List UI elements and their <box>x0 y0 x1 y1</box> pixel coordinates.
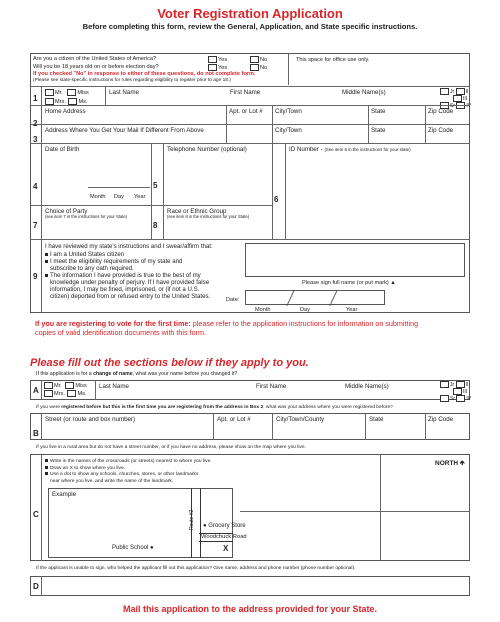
apt-label: Apt. or Lot # <box>229 108 263 115</box>
box-b-intro-post: , what was your address where you were registered before? <box>263 405 393 410</box>
a-last-name-label: Last Name <box>99 383 129 390</box>
last-name-label: Last Name <box>109 89 139 96</box>
box-8-number: 8 <box>153 221 158 230</box>
a-jr-checkbox[interactable] <box>440 381 449 388</box>
miss-checkbox[interactable] <box>67 89 76 96</box>
page-title: Voter Registration Application <box>157 6 343 21</box>
mr-checkbox[interactable] <box>45 89 54 96</box>
no-label: No <box>260 64 268 71</box>
dob-year: Year <box>134 194 146 200</box>
b-zip-label: Zip Code <box>428 416 454 423</box>
box-3-number: 3 <box>33 135 38 144</box>
home-address-label: Home Address <box>45 108 86 115</box>
first-time-rest1: please refer to the application instructions for information on submitting <box>190 319 419 328</box>
box-6-number: 6 <box>274 195 279 204</box>
a-ii-checkbox[interactable] <box>456 381 465 388</box>
oath-b3b: knowledge under penalty of perjury. If I have provided false <box>50 279 210 286</box>
first-name-label: First Name <box>230 89 261 96</box>
jr-label: Jr <box>450 88 455 95</box>
mail-footer: Mail this application to the address provided for your State. <box>122 604 378 614</box>
a-mrs-label: Mrs. <box>54 391 65 397</box>
b-state-label: State <box>369 416 384 423</box>
map-i1: Write in the names of the crossroads (or streets) nearest to where you live. <box>50 459 212 464</box>
citizen-no-checkbox[interactable] <box>250 56 259 63</box>
b-street-label: Street (or route and box number) <box>45 416 136 423</box>
party-note: (see item 7 in the instructions for your State) <box>45 214 128 219</box>
id-number-note: (See item 6 in the instructions for your state) <box>324 147 411 152</box>
map-i3a: Use a dot to show any schools, churches, stores, or other landmarks <box>50 472 199 477</box>
date-year: Year <box>346 307 358 313</box>
date-label: Date: <box>226 297 240 303</box>
oath-b2a: I meet the eligibility requirements of my state and <box>50 258 183 265</box>
box-d[interactable] <box>30 576 470 596</box>
box-2-number: 2 <box>33 119 38 128</box>
box-d-intro: If the applicant is unable to sign, who helped the applicant fill out this application? Give name, address and phone number (phone number optional). <box>36 566 356 571</box>
box-c-intro: If you live in a rural area but do not have a street number, or if you have no address, please show on the map where you live. <box>36 445 306 450</box>
date-field[interactable] <box>245 290 385 305</box>
age18-no-checkbox[interactable] <box>250 64 259 71</box>
box-a <box>30 380 470 400</box>
zip-label: Zip Code <box>428 108 454 115</box>
a-sr-label: Sr <box>450 395 455 402</box>
mail-address-label: Address Where You Get Your Mail If Different From Above <box>45 127 204 134</box>
yes-label: Yes <box>218 64 228 71</box>
a-miss-label: Miss <box>75 383 87 389</box>
oath-b3c: information, I may be fined, imprisoned, or (if not a U.S. <box>50 286 200 293</box>
box-4-number: 4 <box>33 182 38 191</box>
citizen-no[interactable] <box>250 56 267 63</box>
party-label: Choice of Party <box>45 208 88 215</box>
box-d-letter: D <box>33 582 39 591</box>
first-time-notice <box>35 319 480 338</box>
no-label: No <box>260 56 268 63</box>
dob-day: Day <box>114 194 124 200</box>
box-5-number: 5 <box>153 181 158 190</box>
section-heading: Please fill out the sections below if they apply to you. <box>30 357 309 369</box>
middle-name-label: Middle Name(s) <box>342 89 386 96</box>
sr-label: Sr <box>450 102 455 109</box>
phone-label: Telephone Number (optional) <box>167 146 247 153</box>
road-label: Woodchuck Road <box>201 534 247 540</box>
a-mr-label: Mr. <box>54 383 62 389</box>
jr-checkbox[interactable] <box>440 88 449 95</box>
a-mr-checkbox[interactable] <box>44 382 53 389</box>
example-label: Example <box>52 491 77 498</box>
a-iii-checkbox[interactable] <box>453 388 462 395</box>
ii-checkbox[interactable] <box>456 88 465 95</box>
mrs-label: Mrs. <box>55 99 66 105</box>
page-subtitle: Before completing this form, review the General, Application, and State specific instructions. <box>82 22 418 31</box>
map-drawing-area[interactable] <box>240 470 468 560</box>
eligibility-warning: If you checked "No" in response to either of these questions, do not complete form. <box>33 71 256 77</box>
mrs-checkbox[interactable] <box>45 98 54 105</box>
home-x-mark: X <box>223 544 229 553</box>
map-i2: Draw an X to show where you live. <box>50 465 126 471</box>
first-time-rest2: copies of valid identification documents with this form. <box>35 328 206 338</box>
grocery-text: Grocery Store <box>208 523 246 529</box>
signature-box[interactable] <box>245 243 465 277</box>
id-number-text: ID Number - <box>289 146 323 153</box>
dob-label: Date of Birth <box>45 146 80 153</box>
a-first-name-label: First Name <box>256 383 287 390</box>
oath-b3a: The information I have provided is true to the best of my <box>50 272 201 279</box>
a-suffix-checkboxes[interactable] <box>440 381 471 402</box>
race-note: (see item 8 in the instructions for your State) <box>167 214 250 219</box>
a-mrs-checkbox[interactable] <box>44 390 53 397</box>
mail-zip-label: Zip Code <box>428 127 454 134</box>
office-use-label: This space for office use only. <box>296 57 370 63</box>
ii-label: II <box>465 88 469 95</box>
box-b-intro-bold: registered before but this is the first time you are registering from the address in Box 2 <box>61 405 264 410</box>
a-iv-checkbox[interactable] <box>456 395 465 402</box>
eligibility-note: (Please see state-specific instructions for rules regarding eligibility to register prior to age 18.) <box>33 78 231 83</box>
first-time-lead: If you are registering to vote for the first time: <box>35 319 191 328</box>
id-number-label <box>289 146 411 153</box>
a-ms-checkbox[interactable] <box>67 390 76 397</box>
city-label: City/Town <box>275 108 302 115</box>
north-arrow-icon: 🡹 <box>459 460 465 467</box>
oath-b2b: subscribe to any oath required. <box>50 265 134 272</box>
box-a-intro <box>36 372 237 378</box>
route-label: Route #2 <box>189 509 195 530</box>
box-b-intro <box>36 405 393 411</box>
school-label <box>112 545 154 552</box>
a-miss-checkbox[interactable] <box>65 382 74 389</box>
north-label <box>435 459 465 470</box>
school-dot-icon: ● <box>150 545 154 551</box>
a-iii-label: III <box>463 388 468 395</box>
a-sr-checkbox[interactable] <box>440 395 449 402</box>
box-a-titles[interactable] <box>44 382 87 398</box>
date-day: Day <box>300 307 310 313</box>
map-instructions <box>45 459 212 485</box>
box-a-intro-bold: change of name <box>93 371 133 377</box>
a-jr-label: Jr <box>450 381 455 388</box>
box-a-intro-post: , what was your name before you changed it? <box>132 371 238 377</box>
b-city-label: City/Town/County <box>276 416 325 423</box>
citizen-question: Are you a citizen of the United States of America? <box>33 56 157 62</box>
box-a-letter: A <box>33 386 39 395</box>
map-i3b: near where you live, and write the name of the landmark. <box>50 478 174 484</box>
ms-checkbox[interactable] <box>68 98 77 105</box>
oath-b3d: citizen) deported from or refused entry to the United States. <box>50 293 211 300</box>
a-iv-label: IV <box>466 395 472 402</box>
ms-label: Ms. <box>78 99 88 105</box>
mr-label: Mr. <box>55 90 63 96</box>
age18-yes-checkbox[interactable] <box>208 64 217 71</box>
iii-label: III <box>463 95 468 102</box>
citizen-yes-checkbox[interactable] <box>208 56 217 63</box>
north-text: NORTH <box>435 460 459 467</box>
dob-month: Month <box>90 194 106 200</box>
box-b-letter: B <box>33 429 39 438</box>
date-month: Month <box>255 307 271 313</box>
iii-checkbox[interactable] <box>453 95 462 102</box>
box-9-number: 9 <box>33 272 38 281</box>
state-label: State <box>371 108 386 115</box>
school-text: Public School <box>112 545 149 551</box>
race-label: Race or Ethnic Group <box>167 208 227 215</box>
box-7-number: 7 <box>33 221 38 230</box>
iv-label: IV <box>466 102 472 109</box>
oath-b1: I am a United States citizen <box>50 251 125 258</box>
miss-label: Miss <box>77 90 89 96</box>
oath-bullets <box>45 251 210 300</box>
a-middle-name-label: Middle Name(s) <box>345 383 389 390</box>
citizen-yes[interactable] <box>208 56 227 63</box>
box-c-letter: C <box>33 510 39 519</box>
box-b-intro-pre: If you were <box>36 405 62 410</box>
yes-label: Yes <box>218 56 228 63</box>
mail-state-label: State <box>371 127 386 134</box>
oath-intro: I have reviewed my state's instructions and I swear/affirm that: <box>45 243 213 250</box>
b-apt-label: Apt. or Lot # <box>217 416 251 423</box>
signature-label: Please sign full name (or put mark) ▲ <box>302 280 396 286</box>
box-1-number: 1 <box>33 94 38 103</box>
grocery-dot-icon: ● <box>203 523 207 529</box>
box-a-intro-pre: If this application is for a <box>36 371 94 377</box>
age18-question: Will you be 18 years old on or before election day? <box>33 64 159 70</box>
mail-city-label: City/Town <box>275 127 302 134</box>
a-ii-label: II <box>465 381 469 388</box>
a-ms-label: Ms. <box>77 391 87 397</box>
